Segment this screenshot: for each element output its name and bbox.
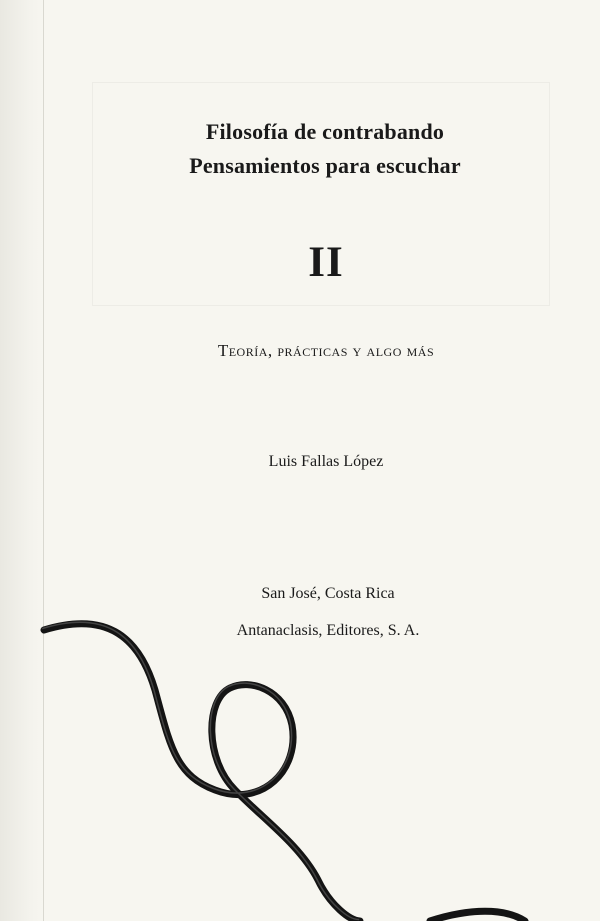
publication-place: San José, Costa Rica	[261, 585, 395, 602]
volume-number: II	[308, 239, 344, 286]
author-name: Luis Fallas López	[268, 453, 384, 470]
book-title-line-1: Filosofía de contrabando	[205, 119, 445, 144]
book-title-line-2: Pensamientos para escuchar	[189, 153, 461, 178]
publisher-name: Antanaclasis, Editores, S. A.	[236, 622, 420, 639]
book-subtitle: Teoría, prácticas y algo más	[217, 341, 435, 360]
